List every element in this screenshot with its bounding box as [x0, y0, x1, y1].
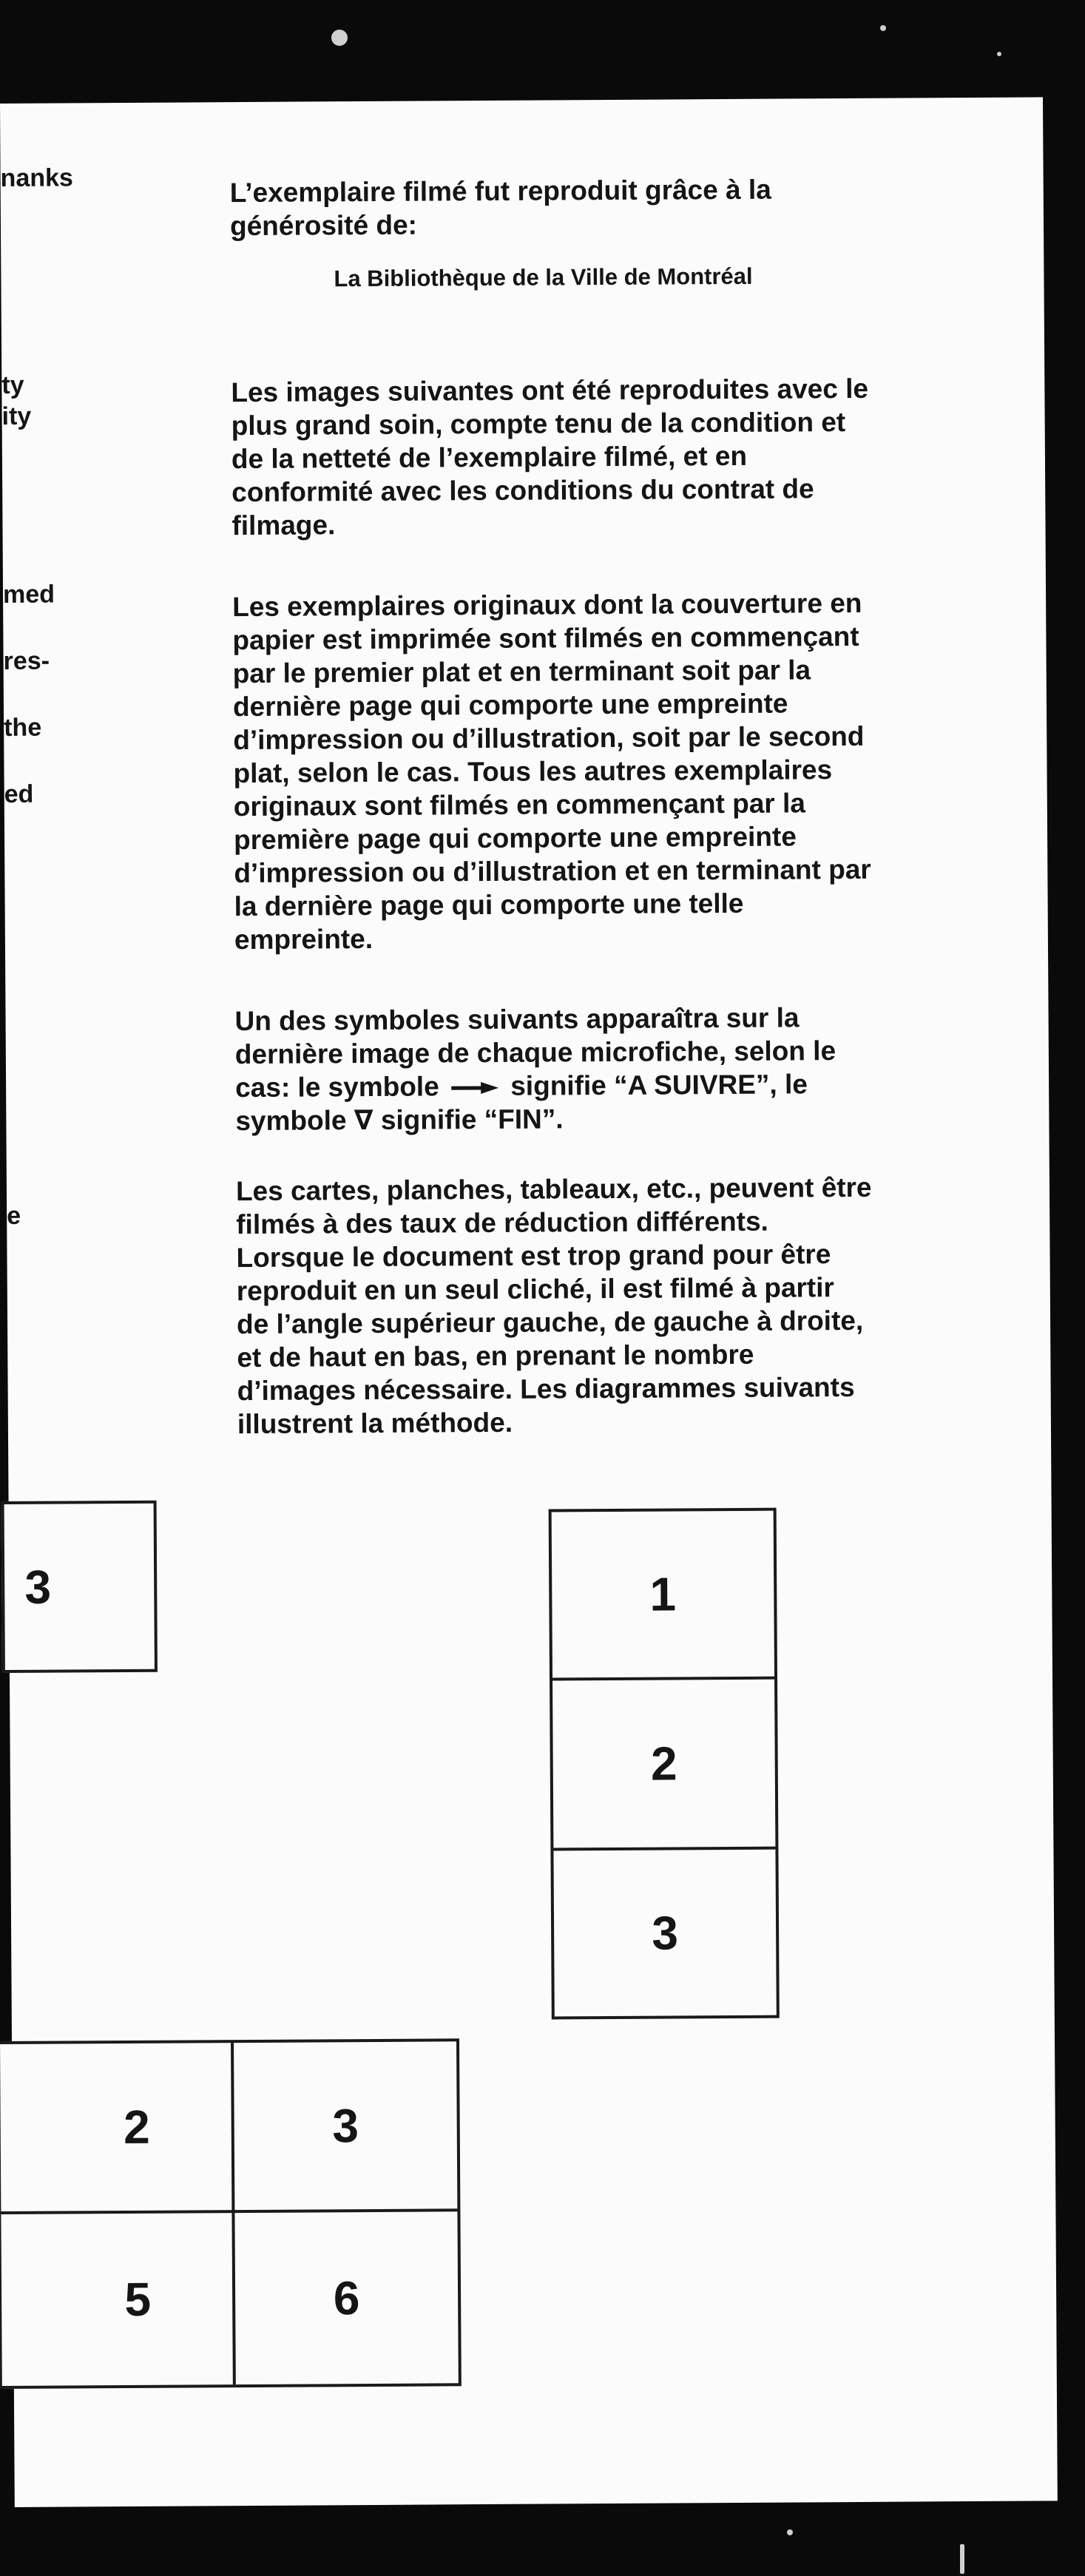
paragraph-line: par le premier plat et en terminant soit par la [232, 655, 811, 689]
paragraph-line: originaux sont filmés en commençant par la [233, 788, 806, 822]
paragraph-line: filmage. [231, 510, 336, 541]
diagram-cell: 3 [332, 2099, 359, 2153]
paragraph-line: Les images suivantes ont été reproduites avec le [231, 373, 869, 408]
left-fragment: e [7, 1201, 21, 1230]
paragraph-maps [236, 1170, 962, 1441]
paragraph-line: plat, selon le cas. Tous les autres exemplaires [233, 754, 833, 789]
paragraph-care [231, 371, 956, 542]
paragraph-line: première page qui comporte une empreinte [233, 821, 797, 856]
left-fragment: ed [4, 780, 34, 808]
heading-line: générosité de: [229, 209, 418, 242]
paragraph-line: d’impression ou d’illustration et en terminant par [234, 853, 871, 889]
diagram-cell: 2 [650, 1737, 677, 1791]
triangle-down-icon: ∇ [354, 1104, 374, 1136]
diagram-cell: 3 [652, 1906, 679, 1960]
paragraph-line: Un des symboles suivants apparaîtra sur la [234, 1002, 800, 1037]
paragraph-line: filmés à des taux de réduction différents. [236, 1206, 769, 1240]
paragraph-line: empreinte. [234, 923, 374, 956]
speck [960, 2544, 964, 2574]
arrow-right-icon [451, 1081, 498, 1095]
paragraph-line: de la netteté de l’exemplaire filmé, et en [231, 440, 748, 475]
left-fragment: med [2, 580, 55, 609]
diagram-cell: 6 [333, 2271, 360, 2325]
left-fragment: the [4, 713, 42, 742]
diagram-cell: 5 [124, 2272, 152, 2327]
symbol-text: cas: le symbole [235, 1071, 439, 1103]
symbol-text: signifie “FIN”. [380, 1103, 564, 1135]
acknowledgement-heading [230, 172, 956, 243]
diagram-cell: 2 [123, 2100, 150, 2154]
paragraph-symbols [234, 1000, 960, 1137]
paragraph-line: d’impression ou d’illustration, soit par le second [233, 720, 865, 756]
paragraph-line: de l’angle supérieur gauche, de gauche à droite, [236, 1305, 864, 1340]
speck [331, 30, 348, 46]
paragraph-line: la dernière page qui comporte une telle [234, 888, 744, 922]
paragraph-line: reproduit en un seul cliché, il est filmé à partir [236, 1272, 834, 1307]
left-fragment: nanks [0, 163, 73, 192]
paragraph-line: Lorsque le document est trop grand pour être [236, 1239, 831, 1274]
paragraph-line: papier est imprimée sont filmés en commençant [232, 621, 859, 656]
symbol-text: signifie “A SUIVRE”, le [510, 1069, 808, 1101]
diagram-horizontal-partial [1, 1501, 158, 1673]
speck [997, 52, 1001, 56]
paragraph-line: dernière page qui comporte une empreinte [232, 688, 788, 723]
symbol-text: symbole [235, 1105, 347, 1137]
paragraph-line: Les exemplaires originaux dont la couverture en [232, 587, 862, 623]
document-page [0, 97, 1058, 2507]
left-fragment: ty [1, 371, 24, 399]
paragraph-line: dernière image de chaque microfiche, selon le [234, 1035, 836, 1070]
library-name: La Bibliothèque de la Ville de Montréal [334, 263, 753, 292]
diagram-cell: 3 [24, 1560, 52, 1614]
diagram-cell: 1 [649, 1567, 677, 1621]
heading-line: L’exemplaire filmé fut reproduit grâce à la [229, 174, 771, 209]
paragraph-line: illustrent la méthode. [237, 1407, 513, 1440]
paragraph-line: d’images nécessaire. Les diagrammes suivants [237, 1371, 855, 1407]
speck [787, 2529, 793, 2535]
paragraph-line: Les cartes, planches, tableaux, etc., peuvent être [235, 1172, 872, 1207]
paragraph-line: et de haut en bas, en prenant le nombre [237, 1339, 754, 1373]
diagram-vertical [549, 1508, 780, 2020]
diagram-grid [0, 2038, 462, 2389]
paragraph-line [235, 1066, 960, 1104]
left-fragment: ity [1, 402, 32, 430]
speck [880, 25, 886, 31]
paragraph-originals [232, 586, 959, 956]
paragraph-line: conformité avec les conditions du contrat de [231, 473, 814, 508]
left-fragment: res- [3, 646, 50, 675]
paragraph-line [235, 1100, 960, 1137]
paragraph-line: plus grand soin, compte tenu de la condition et [231, 407, 846, 442]
